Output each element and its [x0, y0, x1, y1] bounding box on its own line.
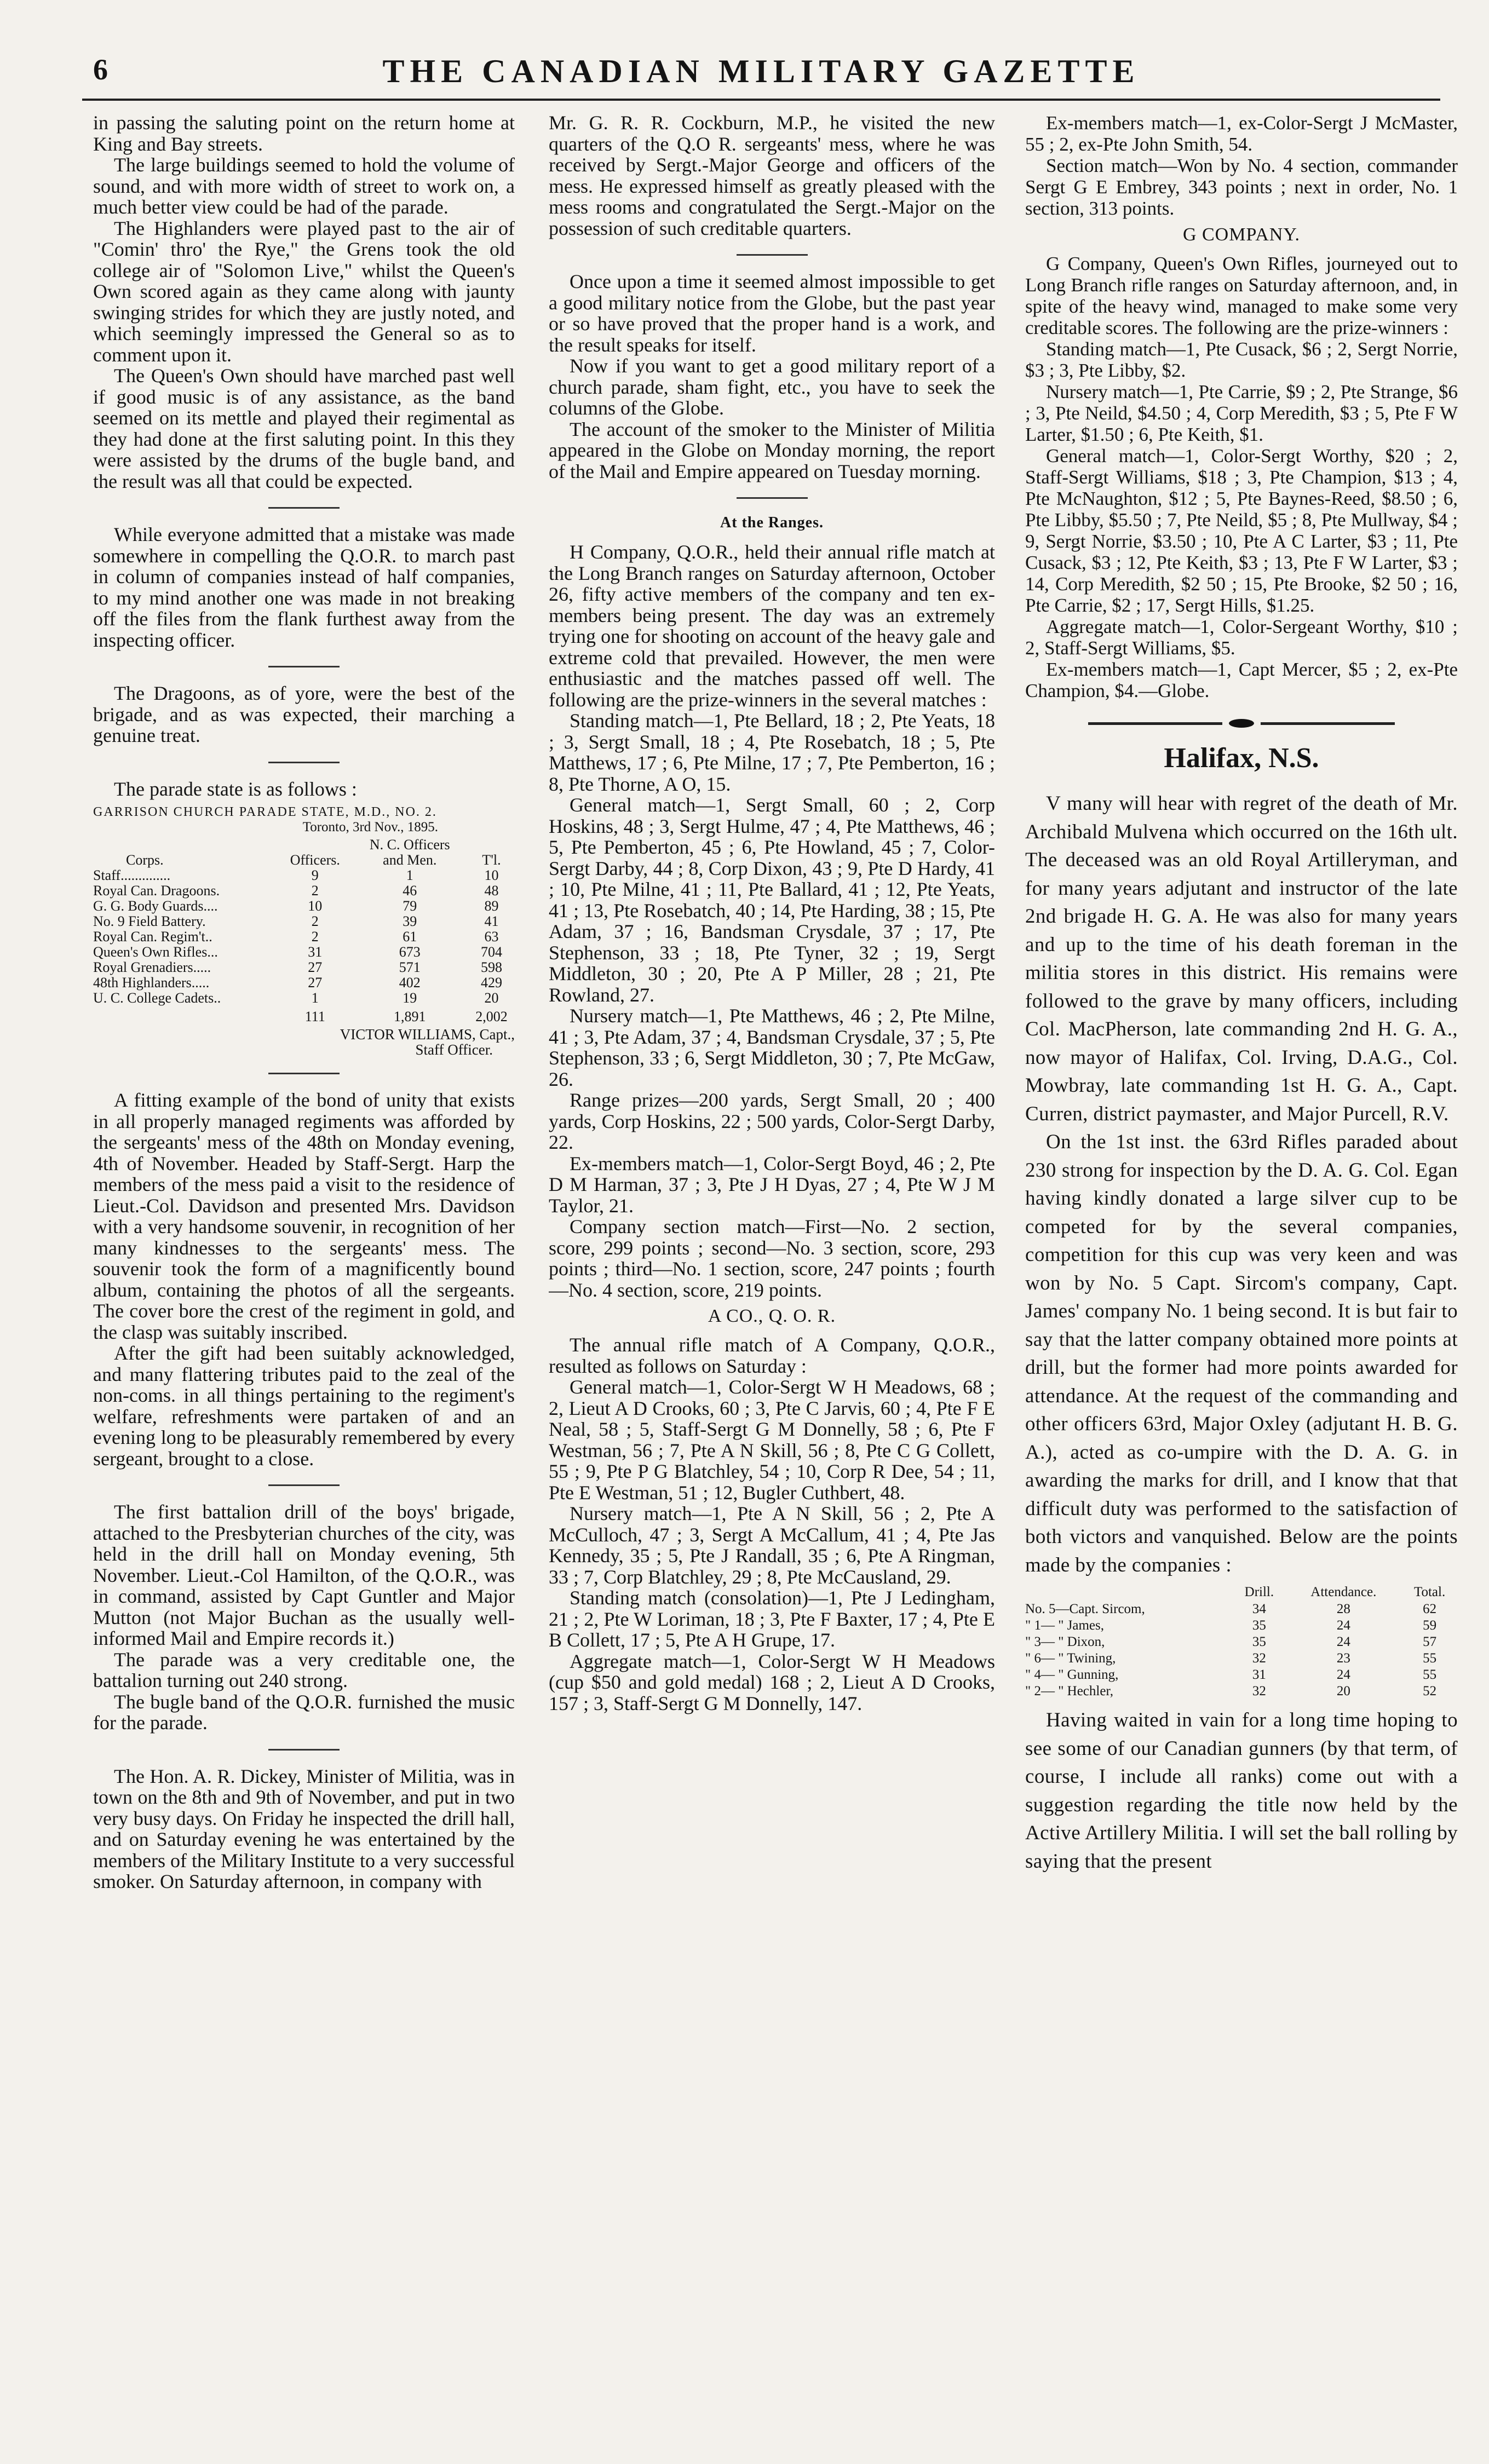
cell-value: 1 — [406, 867, 413, 883]
cell-value: 62 — [1423, 1602, 1437, 1616]
cell-value: 55 — [1423, 1667, 1437, 1682]
cell-value: 2 — [311, 883, 319, 899]
signature-title: Staff Officer. — [415, 1041, 493, 1058]
company-scores-table — [1025, 1584, 1458, 1700]
page-number: 6 — [93, 53, 108, 86]
paragraph: Standing match—1, Pte Bellard, 18 ; 2, Pte Yeats, 18 ; 3, Sergt Small, 18 ; 4, Pte Rosebatch, 18 ; 5, Pte Matthews, 17 ; 6, Pte Milne, 17 ; 7, Pte Pemberton, 16 ; 8, Pte Thorne, A O, 15. — [549, 710, 995, 795]
halifax-article — [1025, 790, 1458, 1579]
section-heading: G COMPANY. — [1182, 224, 1301, 245]
parade-state-date: Toronto, 3rd Nov., 1895. — [302, 820, 438, 834]
table-row — [1025, 1650, 1458, 1667]
section-divider — [268, 666, 340, 667]
paragraph: Ex-members match—1, Color-Sergt Boyd, 46 ; 2, Pte D M Harman, 37 ; 3, Pte J H Dyas, 27 ; 4, Pte W J M Taylor, 21. — [549, 1152, 995, 1217]
cell-value: 571 — [399, 959, 421, 975]
paragraph: The Highlanders were played past to the air of "Comin' thro' the Rye," the Grens took the old college air of "Solomon Live," whilst the Queen's Own scored again as they came along with jaunty swinging strides for which they are justly noted, and which seemingly impressed the General so as to comment upon it. — [93, 217, 515, 366]
section-heading: At the Ranges. — [720, 514, 824, 531]
cell-value: 35 — [1252, 1618, 1266, 1633]
column-header: and Men. — [383, 852, 437, 868]
total-value: 2,002 — [475, 1009, 508, 1024]
masthead-title: THE CANADIAN MILITARY GAZETTE — [382, 53, 1140, 89]
paragraph: The parade state is as follows : — [114, 778, 357, 800]
cell-value: 20 — [484, 990, 499, 1006]
table-row — [93, 929, 515, 945]
cell-value: 31 — [1252, 1667, 1266, 1682]
table-row — [93, 975, 515, 991]
cell-value: 79 — [403, 898, 417, 914]
row-label: " 3— " Dixon, — [1025, 1634, 1105, 1649]
paragraph: Ex-members match—1, ex-Color-Sergt J McMaster, 55 ; 2, ex-Pte John Smith, 54. — [1025, 112, 1458, 155]
paragraph: in passing the saluting point on the return home at King and Bay streets. — [93, 112, 515, 155]
cell-value: 61 — [403, 929, 417, 945]
cell-value: 402 — [399, 975, 421, 991]
paragraph: General match—1, Color-Sergt Worthy, $20 ; 2, Staff-Sergt Williams, $18 ; 3, Pte Champion, $13 ; 4, Pte McNaughton, $12 ; 5, Pte Baynes-Reed, $8.50 ; 6, Pte Libby, $5.50 ; 7, Pte Neild, $5 ; 8, Pte Mullway, $4 ; 9, Sergt Norrie, $3.50 ; 10, Pte A C Larter, $3 ; 11, Pte Cusack, $3 ; 12, Pte Keith, $3 ; 13, Pte F W Larter, $3 ; 14, Corp Meredith, $2 50 ; 15, Pte Brooke, $2 50 ; 16, Pte Carrie, $2 ; 17, Sergt Hills, $1.25. — [1025, 445, 1458, 616]
cell-value: 28 — [1336, 1602, 1350, 1616]
row-label: " 1— " James, — [1025, 1618, 1105, 1633]
row-label: G. G. Body Guards.... — [93, 898, 218, 914]
cell-value: 89 — [484, 898, 499, 914]
column-header: Total. — [1413, 1585, 1446, 1599]
column-header: Corps. — [126, 852, 164, 868]
column-header: Drill. — [1244, 1585, 1274, 1599]
row-label: Royal Can. Dragoons. — [93, 883, 220, 899]
paragraph: Standing match (consolation)—1, Pte J Ledingham, 21 ; 2, Pte W Loriman, 18 ; 3, Pte F Baxter, 17 ; 4, Pte E B Collett, 17 ; 5, Pte A H Grupe, 17. — [549, 1587, 995, 1651]
paragraph: Aggregate match—1, Color-Sergeant Worthy, $10 ; 2, Staff-Sergt Williams, $5. — [1025, 616, 1458, 659]
section-heading: A CO., Q. O. R. — [708, 1306, 836, 1326]
section-divider — [737, 254, 808, 256]
column-header: Attendance. — [1310, 1585, 1377, 1599]
paragraph: While everyone admitted that a mistake was made somewhere in compelling the Q.O.R. to march past in column of companies instead of half companies, to my mind another one was made in not breaking off the files from the flank furthest away from the inspecting officer. — [93, 523, 515, 651]
cell-value: 673 — [399, 944, 421, 960]
paragraph: Company section match—First—No. 2 section, score, 299 points ; second—No. 3 section, score, 293 points ; third—No. 1 section, score, 247 points ; fourth—No. 4 section, score, 219 points. — [549, 1216, 995, 1301]
paragraph: The account of the smoker to the Minister of Militia appeared in the Globe on Monday morning, the report of the Mail and Empire appeared on Tuesday morning. — [549, 418, 995, 482]
paragraph: V many will hear with regret of the death of Mr. Archibald Mulvena which occurred on the 16th ult. The deceased was an old Royal Artilleryman, and for many years adjutant and instructor of the late 2nd brigade H. G. A. He was also for many years and up to the time of his death foreman in the militia stores in this district. His remains were followed to the grave by many officers, including Col. MacPherson, late commanding 2nd H. G. A., now mayor of Halifax, Col. Irving, D.A.G., Col. Mowbray, late commanding 1st H. G. A., Capt. Curren, district paymaster, and Major Purcell, R.V. — [1025, 792, 1458, 1125]
paragraph: Section match—Won by No. 4 section, commander Sergt G E Embrey, 343 points ; next in order, No. 1 section, 313 points. — [1025, 155, 1458, 219]
section-divider — [268, 1484, 340, 1486]
cell-value: 31 — [308, 944, 323, 960]
cell-value: 1 — [311, 990, 319, 1006]
paragraph: Once upon a time it seemed almost impossible to get a good military notice from the Globe, but the past year or so have proved that the proper hand is a work, and the result speaks for itself. — [549, 270, 995, 356]
total-value — [93, 1006, 279, 1024]
table-row — [93, 899, 515, 914]
paragraph: The bugle band of the Q.O.R. furnished the music for the parade. — [93, 1690, 515, 1734]
table-row — [1025, 1667, 1458, 1683]
table-row — [93, 868, 515, 883]
paragraph: The parade was a very creditable one, the battalion turning out 240 strong. — [93, 1648, 515, 1691]
cell-value: 32 — [1252, 1651, 1266, 1666]
paragraph: Standing match—1, Pte Cusack, $6 ; 2, Sergt Norrie, $3 ; 3, Pte Libby, $2. — [1025, 338, 1458, 381]
paragraph: General match—1, Sergt Small, 60 ; 2, Corp Hoskins, 48 ; 3, Sergt Hulme, 47 ; 4, Pte Matthews, 46 ; 5, Pte Pemberton, 45 ; 6, Pte Howland, 45 ; 7, Color-Sergt Darby, 44 ; 8, Corp Dixon, 43 ; 9, Pte D Hardy, 41 ; 10, Pte Milne, 41 ; 11, Pte Ballard, 41 ; 12, Pte Yeats, 41 ; 13, Pte Rosebatch, 40 ; 14, Pte Harding, 38 ; 15, Pte Adam, 37 ; 16, Bandsman Crysdale, 37 ; 17, Pte Stephenson, 33 ; 18, Pte Tyner, 32 ; 19, Sergt Middleton, 30 ; 20, Pte A P Miller, 28 ; 21, Pte Rowland, 27. — [549, 794, 995, 1006]
table-row — [1025, 1601, 1458, 1617]
cell-value: 27 — [308, 959, 323, 975]
table-total-row — [93, 1006, 515, 1024]
table-row — [1025, 1617, 1458, 1634]
cell-value: 598 — [480, 959, 502, 975]
row-label: " 2— " Hechler, — [1025, 1684, 1114, 1699]
column-3 — [1025, 112, 1458, 2445]
paragraph: Now if you want to get a good military report of a church parade, sham fight, etc., you have to seek the columns of the Globe. — [549, 355, 995, 419]
cell-value: 23 — [1336, 1651, 1350, 1666]
cell-value: 2 — [311, 929, 319, 945]
cell-value: 20 — [1336, 1684, 1350, 1699]
row-label: No. 5—Capt. Sircom, — [1025, 1602, 1145, 1616]
cell-value: 41 — [484, 913, 499, 929]
cell-value: 9 — [311, 867, 319, 883]
cell-value: 39 — [403, 913, 417, 929]
table-row — [1025, 1683, 1458, 1700]
cell-value: 2 — [311, 913, 319, 929]
paragraph: The large buildings seemed to hold the volume of sound, and with more width of street to work on, a much better view could be had of the parade. — [93, 154, 515, 218]
table-row — [93, 960, 515, 975]
column-1 — [93, 112, 515, 2445]
cell-value: 24 — [1336, 1634, 1350, 1649]
column-2 — [549, 112, 995, 2445]
parade-state-table — [93, 837, 515, 1024]
total-value: 111 — [304, 1009, 325, 1024]
paragraph: Range prizes—200 yards, Sergt Small, 20 ; 400 yards, Corp Hoskins, 22 ; 500 yards, Color-Sergt Darby, 22. — [549, 1089, 995, 1153]
paragraph: The annual rifle match of A Company, Q.O.R., resulted as follows on Saturday : — [549, 1334, 995, 1377]
table-row — [93, 914, 515, 929]
cell-value: 24 — [1336, 1667, 1350, 1682]
paragraph: Nursery match—1, Pte Carrie, $9 ; 2, Pte Strange, $6 ; 3, Pte Neild, $4.50 ; 4, Corp Meredith, $3 ; 5, Pte F W Larter, $1.50 ; 6, Pte Keith, $1. — [1025, 381, 1458, 445]
cell-value: 10 — [484, 867, 499, 883]
cell-value: 34 — [1252, 1602, 1266, 1616]
paragraph: On the 1st inst. the 63rd Rifles paraded about 230 strong for inspection by the D. A. G. Col. Egan having kindly donated a large silver cup to be competed for by the several companies, competition for this cup was very keen and was won by No. 5 Capt. Sircom's company, Capt. James' company No. 1 being second. It is but fair to say that the latter company obtained more points at drill, but the former had more points awarded for attendance. At the request of the commanding and other officers 63rd, Major Oxley (adjutant H. B. G. A.), acted as co-umpire with the D. A. G. in awarding the marks for drill, and I know that that difficult duty was performed to the satisfaction of both victors and vanquished. Below are the points made by the companies : — [1025, 1131, 1458, 1576]
cell-value: 27 — [308, 975, 323, 991]
row-label: Royal Can. Regim't.. — [93, 929, 212, 945]
paragraph: The first battalion drill of the boys' brigade, attached to the Presbyterian churches of the city, was held in the drill hall on Monday evening, 5th November. Lieut.-Col Hamilton, of the Q.O.R., was in command, assisted by Capt Guntler and Major Mutton (not Major Buchan as the usually well-informed Mail and Empire records it.) — [93, 1501, 515, 1649]
cell-value: 429 — [480, 975, 502, 991]
cell-value: 48 — [484, 883, 499, 899]
column-header: T'l. — [482, 852, 501, 868]
paragraph: Nursery match—1, Pte Matthews, 46 ; 2, Pte Milne, 41 ; 3, Pte Adam, 37 ; 4, Bandsman Crysdale, 37 ; 5, Pte Stephenson, 33 ; 6, Sergt Middleton, 30 ; 7, Pte McGaw, 26. — [549, 1005, 995, 1090]
cell-value: 52 — [1423, 1684, 1437, 1699]
section-divider — [268, 762, 340, 763]
column-header: Officers. — [290, 852, 340, 868]
row-label: U. C. College Cadets.. — [93, 990, 221, 1006]
row-label: 48th Highlanders..... — [93, 975, 210, 991]
paragraph: Aggregate match—1, Color-Sergt W H Meadows (cup $50 and gold medal) 168 ; 2, Lieut A D Crooks, 157 ; 3, Staff-Sergt G M Donnelly, 147. — [549, 1650, 995, 1714]
table-row — [1025, 1634, 1458, 1650]
total-value: 1,891 — [394, 1009, 426, 1024]
cell-value: 57 — [1423, 1634, 1437, 1649]
section-divider — [268, 507, 340, 509]
paragraph: The Dragoons, as of yore, were the best of the brigade, and as was expected, their marching a genuine treat. — [93, 682, 515, 746]
paragraph: The Hon. A. R. Dickey, Minister of Militia, was in town on the 8th and 9th of November, and put in two very busy days. On Friday he inspected the drill hall, and on Saturday evening he was entertained by the members of the Military Institute to a very successful smoker. On Saturday afternoon, in company with — [93, 1765, 515, 1892]
row-label: Staff.............. — [93, 867, 171, 883]
paragraph: Mr. G. R. R. Cockburn, M.P., he visited the new quarters of the Q.O R. sergeants' mess, where he was received by Sergt.-Major George and officers of the mess. He expressed himself as greatly pleased with the mess rooms and congratulated the Sergt.-Major on the possession of such creditable quarters. — [549, 112, 995, 239]
cell-value: 46 — [403, 883, 417, 899]
ornamental-divider — [1088, 719, 1395, 728]
paragraph: General match—1, Color-Sergt W H Meadows, 68 ; 2, Lieut A D Crooks, 60 ; 3, Pte C Jarvis, 60 ; 4, Pte F E Neal, 58 ; 5, Staff-Sergt G M Donnelly, 58 ; 6, Pte F Westman, 56 ; 7, Pte A N Skill, 56 ; 8, Pte C G Collett, 55 ; 9, Pte P G Blatchley, 54 ; 10, Corp R Dee, 54 ; 11, Pte E Westman, 51 ; 12, Bugler Cuthbert, 48. — [549, 1376, 995, 1504]
cell-value: 55 — [1423, 1651, 1437, 1666]
page-header — [82, 53, 1440, 102]
cell-value: 24 — [1336, 1618, 1350, 1633]
cell-value: 32 — [1252, 1684, 1266, 1699]
section-divider — [268, 1073, 340, 1074]
section-divider — [268, 1749, 340, 1751]
paragraph: H Company, Q.O.R., held their annual rifle match at the Long Branch ranges on Saturday afternoon, October 26, fifty active members of the company and ten ex-members being present. The day was an extremely trying one for shooting on account of the heavy gale and extreme cold that prevailed. However, the men were enthusiastic and the matches passed off well. The following are the prize-winners in the several matches : — [549, 541, 995, 711]
article-title: Halifax, N.S. — [1164, 742, 1319, 774]
row-label: " 6— " Twining, — [1025, 1651, 1116, 1666]
row-label: Queen's Own Rifles... — [93, 944, 218, 960]
cell-value: 63 — [484, 929, 499, 945]
row-label: Royal Grenadiers..... — [93, 959, 211, 975]
paragraph: The Queen's Own should have marched past well if good music is of any assistance, as the band seemed on its mettle and played their regimental as they had done at the first saluting point. In this they were assisted by the drums of the bugle band, and the result was all that could be expected. — [93, 365, 515, 492]
halifax-article-continued — [1025, 1706, 1458, 1875]
row-label: No. 9 Field Battery. — [93, 913, 206, 929]
table-row — [93, 991, 515, 1006]
signature-name: VICTOR WILLIAMS, Capt., — [340, 1026, 515, 1043]
paragraph: A fitting example of the bond of unity that exists in all properly managed regiments was afforded by the sergeants' mess of the 48th on Monday evening, 4th of November. Headed by Staff-Sergt. Harp the members of the mess paid a visit to the residence of Lieut.-Col. Davidson and presented Mrs. Davidson with a very handsome souvenir, in recognition of her many kindnesses to the sergeants' mess. The souvenir took the form of a magnificently bound album, containing the photos of all the sergeants. The cover bore the crest of the regiment in gold, and the clasp was suitably inscribed. — [93, 1089, 515, 1343]
cell-value: 59 — [1423, 1618, 1437, 1633]
cell-value: 704 — [480, 944, 502, 960]
section-divider — [737, 497, 808, 499]
column-header — [1025, 1584, 1233, 1601]
paragraph: Having waited in vain for a long time hoping to see some of our Canadian gunners (by that term, of course, I include all ranks) come out with a suggestion regarding the title now held by the Active Artillery Militia. I will set the ball rolling by saying that the present — [1025, 1709, 1458, 1873]
cell-value: 10 — [308, 898, 323, 914]
cell-value: 19 — [403, 990, 417, 1006]
cell-value: 35 — [1252, 1634, 1266, 1649]
table-row — [93, 945, 515, 960]
paragraph: After the gift had been suitably acknowledged, and many flattering tributes paid to the zeal of the non-coms. in all things pertaining to the regiment's welfare, refreshments were partaken of and an evening long to be pleasurably remembered by every sergeant, brought to a close. — [93, 1342, 515, 1470]
signature — [93, 1027, 515, 1057]
table-row — [93, 883, 515, 899]
paragraph: Ex-members match—1, Capt Mercer, $5 ; 2, ex-Pte Champion, $4.—Globe. — [1025, 659, 1458, 701]
paragraph: G Company, Queen's Own Rifles, journeyed out to Long Branch rifle ranges on Saturday afternoon, and, in spite of the heavy wind, managed to make some very creditable scores. The following are the prize-winners : — [1025, 253, 1458, 338]
column-header: N. C. Officers — [369, 837, 450, 853]
header-rule — [82, 99, 1440, 101]
parade-state-title: GARRISON CHURCH PARADE STATE, M.D., NO. 2. — [93, 805, 437, 819]
paragraph: Nursery match—1, Pte A N Skill, 56 ; 2, Pte A McCulloch, 47 ; 3, Sergt A McCallum, 41 ; 4, Pte Jas Kennedy, 35 ; 5, Pte J Randall, 35 ; 6, Pte A Ringman, 33 ; 7, Corp Blatchley, 29 ; 8, Pte McCausland, 29. — [549, 1502, 995, 1588]
row-label: " 4— " Gunning, — [1025, 1667, 1119, 1682]
ornament-icon — [1229, 719, 1254, 728]
